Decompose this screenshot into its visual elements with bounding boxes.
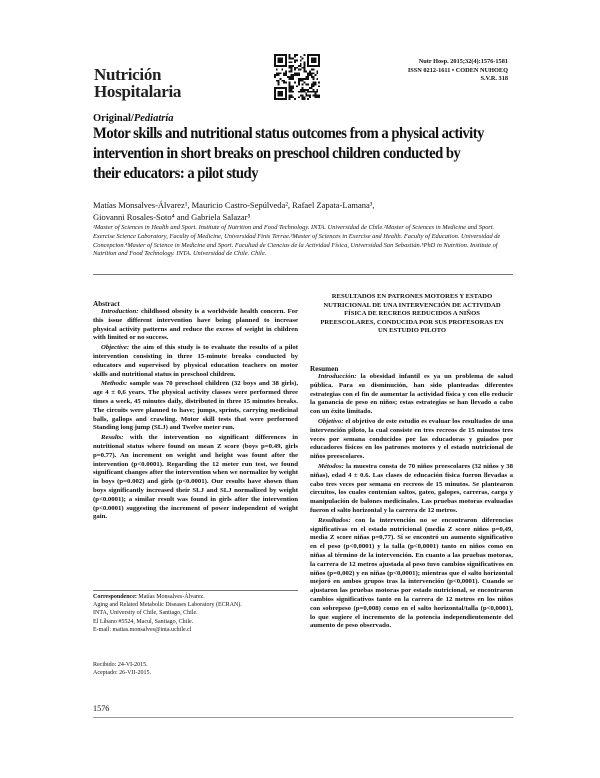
label: Results: xyxy=(101,434,124,442)
logo-line-1: Nutrición xyxy=(94,65,162,84)
text: con la intervención no se encontraron diferencias significativas en el estado nutricional (media Z score niños p=0,49, media Z score niñas p=0,77). Sí se encontró un aumento significativo en el peso (p<0,0001) y la talla (p<0,0001) tanto en niños como en niñas al término de la intervención. En cuanto a las pruebas motoras, la carrera de 12 metros ajustada al peso tuvo cambios significativos en niños (p=0,002) y en niñas (p<0,0001); mientras que el salto horizontal mejoró en ambos grupos tras la intervención (p<0,0001). Cuando se ajustaron las pruebas motoras por estado nutricional, se encontraron cambios significativos tanto en la carrera de 12 metros en los niños con sobrepeso (p=0,008) como en el salto horizontal/talla (p<0,0001), lo que sugiere el incremento de la potencia independientemente del aumento de peso observado. xyxy=(310,516,513,630)
correspondence-label: Correspondence: xyxy=(93,594,137,600)
text: childhood obesity is a worldwide health concern. For this issue different intervention have being planned to increase physical activity patterns and reduce the excess of weight in children with limited or no success. xyxy=(93,308,298,342)
text: with the intervention no significant differences in nutritional status where found on mean Z score (boys p=0.49, girls p=0.77). An increment on weight and height was fount after the intervention (p<0.0001). Regarding the 12 meter run test, we found significant changes after the intervention when we normalize by weight in boys (p=0.002) and girls (p<0.0001). Our results have shown than boys significantly increased their SLJ and SLJ normalized by weight (p<0.0001); a similar result was found in girls after the intervention (p<0.0001) suggesting the increment of power independent of weight gain. xyxy=(93,434,299,521)
resumen-metodos xyxy=(310,463,513,516)
label: Resultados: xyxy=(318,516,351,524)
accepted-date: Aceptado: 26-VII-2015. xyxy=(93,670,151,677)
resumen-heading-text: Resumen xyxy=(310,365,339,373)
abstract-body xyxy=(93,308,298,523)
footer-divider xyxy=(93,717,513,718)
correspondence-name: Matías Monsalves-Álvarez. xyxy=(138,594,205,600)
abstract-heading-text: Abstract xyxy=(93,300,120,308)
text: sample was 70 preschool children (32 boys and 38 girls), age 4 ± 0,6 years. The physical activity classes were performed three times a week, 45 minutes daily, distributed in three 15 minutes breaks. The circuits were planned to have; jumps, sprints, carrying medicinal balls, gallops and crawling. Motor skill tests that were performed Standing long jump (SLJ) and Twelve meter run. xyxy=(93,380,299,432)
correspondence-divider xyxy=(93,590,298,591)
label: Objective: xyxy=(101,344,130,352)
label: Métodos: xyxy=(318,462,344,470)
correspondence-name-line xyxy=(93,593,298,601)
section-type: Original xyxy=(93,113,131,124)
journal-logo xyxy=(94,66,204,100)
article-title: Motor skills and nutritional status outcomes from a physical activity intervention in short breaks on preschool children conducted by their educators: a pilot study xyxy=(93,125,484,182)
label: Objetivo: xyxy=(318,417,344,425)
journal-issn: ISSN 0212-1611 • CODEN NUHOEQ xyxy=(407,66,508,74)
page-number: 1576 xyxy=(93,704,110,713)
correspondence-lab: Aging and Related Metabolic Diseases Laboratory (ECRAN). xyxy=(93,602,242,609)
section-label: Original/Pediatría xyxy=(93,113,174,124)
abstract-results xyxy=(93,434,298,522)
text: the aim of this study is to evaluate the results of a pilot intervention consisting in three 15-minute breaks conducted by educators and supervised by physical education teachers on motor skills and nutritional status in preschool children. xyxy=(93,344,298,378)
label: Introduction: xyxy=(101,308,139,315)
authors-line-2: Giovanni Rosales-Soto⁴ and Gabriela Salazar⁵ xyxy=(93,211,251,222)
text: el objetivo de este estudio es evaluar los resultados de una intervención piloto, la cual consiste en tres recreos de 15 minutos tres veces por semana conducidos por las educadoras y guiados por educadores físicos en los patrones motores y el estado nutricional de niños preescolares. xyxy=(310,417,513,461)
journal-citation: Nutr Hosp. 2015;32(4):1576-1581 xyxy=(418,58,508,65)
abstract-objective xyxy=(93,344,298,379)
journal-svr: S.V.R. 318 xyxy=(480,75,508,82)
logo-line-2: Hospitalaria xyxy=(94,82,182,101)
section-subtype: Pediatría xyxy=(133,113,174,124)
spanish-title: RESULTADOS EN PATRONES MOTORES Y ESTADO NUTRICIONAL DE UNA INTERVENCIÓN DE ACTIVIDAD FÍSICA DE RECREOS REDUCIDOS A NIÑOS PREESCOLARES, CONDUCIDA POR SUS PROFESORAS EN UN ESTUDIO PILOTO xyxy=(320,293,504,334)
correspondence-address: El Líbano #5524, Macul, Santiago, Chile. xyxy=(93,618,194,625)
affiliations: ¹Master of Sciences in Health and Sport. Institute of Nutrition and Food Technology. INTA. Universidad de Chile.²Master of Sciences in Medicine and Sport. Exercise Science Laboratory, Faculty of Medicine, Universidad Finis Terrae.³Master of Sciences in Exercise and Health. Faculty of Education. Universidad de Concepcion.⁴Master of Science in Medicine and Sport. Facultad de Ciencias de la Actividad Física, Universidad San Sebastián.⁵PhD in Nutrition. Institute of Nutrition and Food Technology. INTA. Universidad de Chile. Chile. xyxy=(93,224,501,258)
abstract-introduction xyxy=(93,308,298,343)
correspondence-institution: INTA, University of Chile, Santiago, Chile. xyxy=(93,610,198,617)
correspondence-block xyxy=(93,593,298,634)
text: la obesidad infantil es ya un problema de salud pública. Para su disminución, han sido planteadas diferentes estrategias con el fin de aumentar la actividad física y con ello reducir la ganancia de peso en niños; estas estrategias se han llevado a cabo con un éxito limitado. xyxy=(310,373,513,416)
abstract-methods xyxy=(93,380,298,433)
header-divider xyxy=(93,274,513,275)
author-list xyxy=(93,200,513,223)
qr-code-icon xyxy=(274,54,320,100)
label: Introducción: xyxy=(318,373,357,380)
resumen-introduccion xyxy=(310,373,513,417)
resumen-objetivo xyxy=(310,418,513,462)
resumen-body xyxy=(310,373,513,632)
authors-line-1: Matías Monsalves-Álvarez¹, Mauricio Castro-Sepúlveda², Rafael Zapata-Lamana³, xyxy=(93,200,375,210)
dates-block xyxy=(93,661,298,677)
received-date: Recibido: 24-VI-2015. xyxy=(93,662,148,668)
resumen-resultados xyxy=(310,517,513,631)
label: Methods: xyxy=(101,380,128,388)
correspondence-email: E-mail: matias.monsalves@inta.uchile.cl xyxy=(93,626,192,633)
text: la muestra consta de 70 niños preescolares (32 niños y 38 niñas), edad 4 ± 0.6. Las clases de educación física fueron llevadas a cabo tres veces por semana en recreos de 15 minutos. Se plantearon circuitos, los cuales contenían saltos, gateo, galopes, carreras, carga y manipulación de balones medicinales. Las pruebas motoras evaluadas fueron el salto horizontal y la carrera de 12 metros. xyxy=(310,462,513,514)
journal-reference xyxy=(386,58,508,84)
